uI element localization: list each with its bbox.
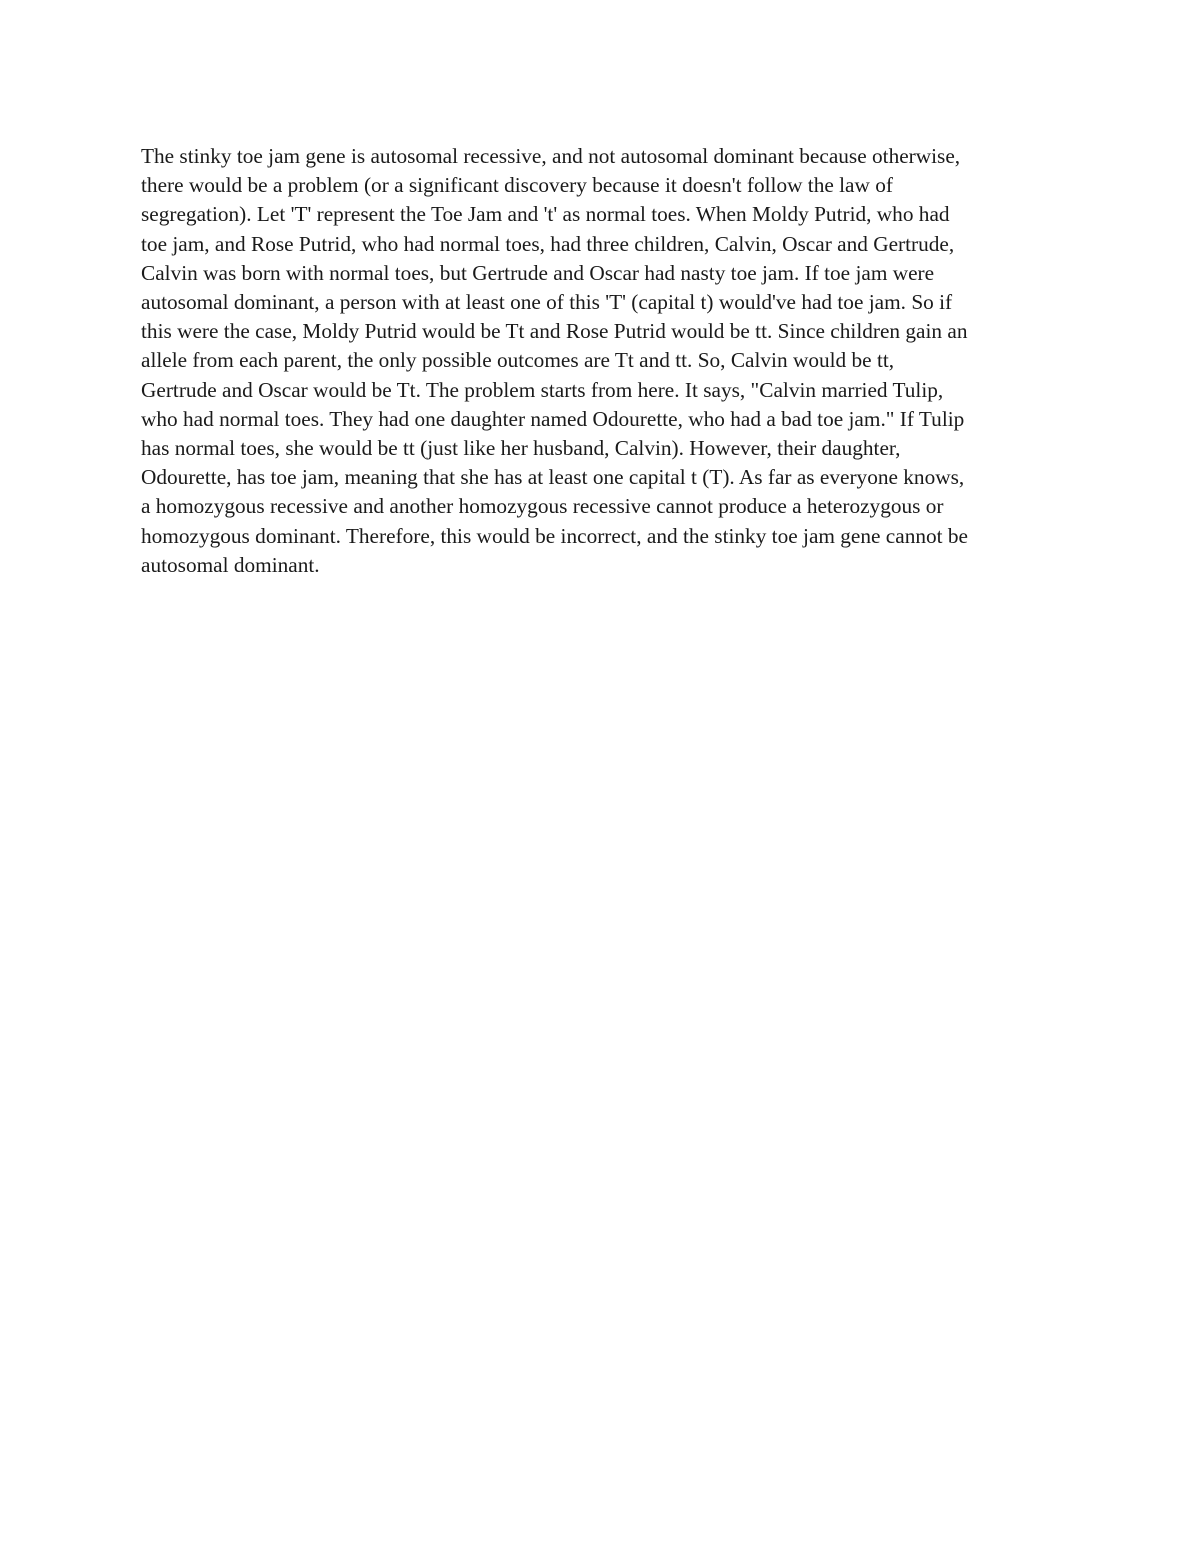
paragraph-line: segregation). Let 'T' represent the Toe Jam and 't' as normal toes. When Moldy Putrid, who had xyxy=(141,202,950,227)
paragraph-line: autosomal dominant. xyxy=(141,552,320,577)
paragraph-line: homozygous dominant. Therefore, this would be incorrect, and the stinky toe jam gene cannot be xyxy=(141,523,969,548)
paragraph-line: Gertrude and Oscar would be Tt. The problem starts from here. It says, "Calvin married Tulip, xyxy=(141,377,944,402)
paragraph-line: autosomal dominant, a person with at least one of this 'T' (capital t) would've had toe jam. So if xyxy=(141,290,953,315)
paragraph-line: allele from each parent, the only possible outcomes are Tt and tt. So, Calvin would be tt, xyxy=(141,348,895,373)
paragraph-line: a homozygous recessive and another homozygous recessive cannot produce a heterozygous or xyxy=(141,494,944,519)
paragraph-line: The stinky toe jam gene is autosomal recessive, and not autosomal dominant because otherwise, xyxy=(141,144,961,168)
paragraph-line: Odourette, has toe jam, meaning that she has at least one capital t (T). As far as everyone knows, xyxy=(141,465,965,490)
paragraph-line: who had normal toes. They had one daughter named Odourette, who had a bad toe jam." If Tulip xyxy=(141,406,965,431)
paragraph-line: this were the case, Moldy Putrid would be Tt and Rose Putrid would be tt. Since children gain an xyxy=(141,319,968,344)
body-paragraph xyxy=(141,142,1071,580)
paragraph-line: Calvin was born with normal toes, but Gertrude and Oscar had nasty toe jam. If toe jam were xyxy=(141,260,935,285)
paragraph-line: toe jam, and Rose Putrid, who had normal toes, had three children, Calvin, Oscar and Gertrude, xyxy=(141,231,955,256)
paragraph-line: there would be a problem (or a significant discovery because it doesn't follow the law of xyxy=(141,173,893,198)
paragraph-line: has normal toes, she would be tt (just like her husband, Calvin). However, their daughter, xyxy=(141,436,901,461)
